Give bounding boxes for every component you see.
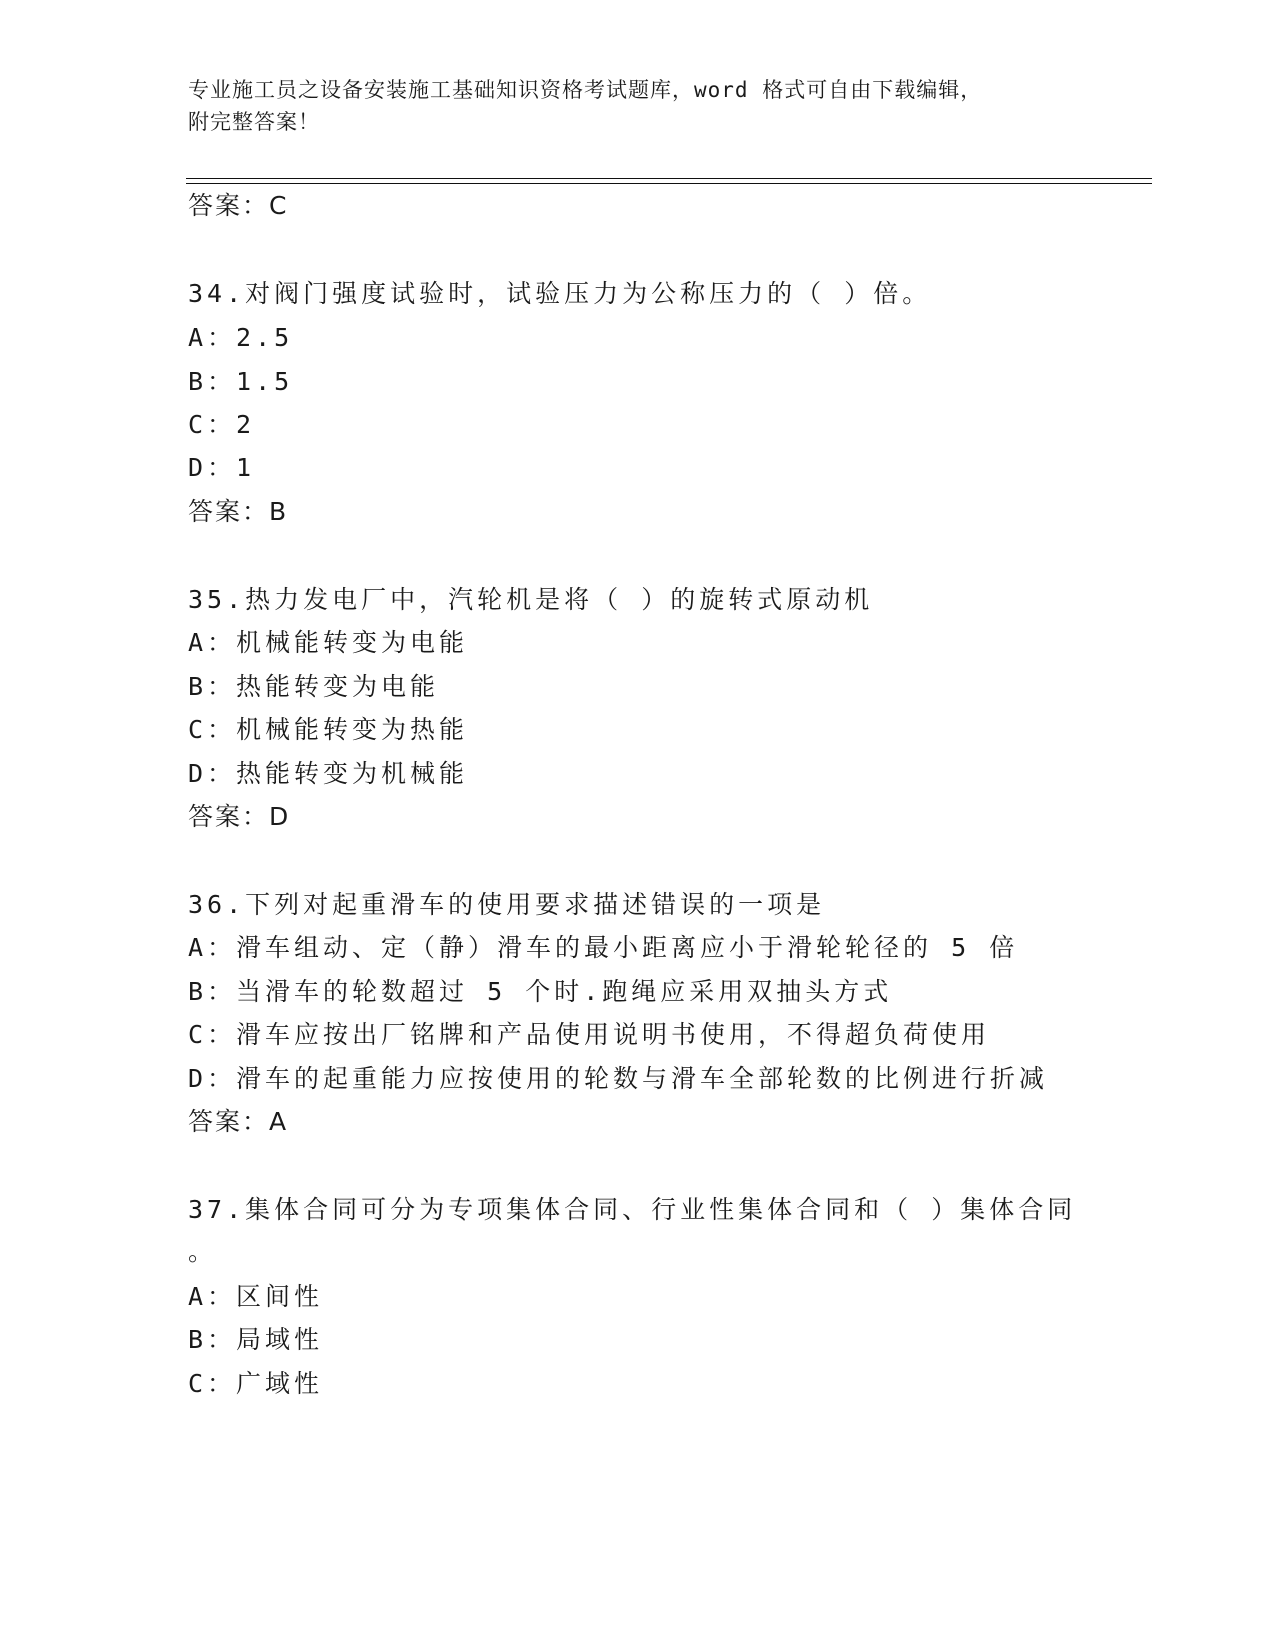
header-divider-top	[186, 178, 1152, 179]
question-34-option-d: D：1	[188, 453, 256, 482]
question-35-option-b: B：热能转变为电能	[188, 672, 440, 701]
question-35-option-a: A：机械能转变为电能	[188, 628, 469, 657]
question-34-option-c: C：2	[188, 410, 256, 439]
question-34-answer: 答案：B	[188, 497, 289, 526]
header-divider-bottom	[186, 183, 1152, 184]
question-37-stem-continuation: 。	[188, 1237, 218, 1266]
question-35-option-d: D：热能转变为机械能	[188, 759, 469, 788]
question-35-stem: 35.热力发电厂中，汽轮机是将（ ）的旋转式原动机	[188, 585, 874, 614]
question-36-option-c: C：滑车应按出厂铭牌和产品使用说明书使用，不得超负荷使用	[188, 1020, 991, 1049]
question-34-option-a: A：2.5	[188, 323, 294, 352]
header-line-2: 附完整答案！	[188, 110, 320, 134]
header-line-1: 专业施工员之设备安装施工基础知识资格考试题库，word 格式可自由下载编辑，	[188, 78, 983, 102]
question-36-option-d: D：滑车的起重能力应按使用的轮数与滑车全部轮数的比例进行折减	[188, 1064, 1049, 1093]
question-36-option-a: A：滑车组动、定（静）滑车的最小距离应小于滑轮轮径的 5 倍	[188, 933, 1019, 962]
document-header	[188, 74, 1068, 138]
question-35-option-c: C：机械能转变为热能	[188, 715, 469, 744]
question-37-option-c: C：广域性	[188, 1369, 324, 1398]
question-34-stem: 34.对阀门强度试验时，试验压力为公称压力的（ ）倍。	[188, 279, 932, 308]
previous-answer: 答案：C	[188, 191, 289, 220]
question-37-option-b: B：局域性	[188, 1325, 324, 1354]
question-36-stem: 36.下列对起重滑车的使用要求描述错误的一项是	[188, 890, 826, 919]
question-37-stem: 37.集体合同可分为专项集体合同、行业性集体合同和（ ）集体合同	[188, 1195, 1077, 1224]
question-35-answer: 答案：D	[188, 802, 291, 831]
question-34-option-b: B：1.5	[188, 367, 294, 396]
question-37-option-a: A：区间性	[188, 1282, 324, 1311]
question-36-option-b: B：当滑车的轮数超过 5 个时.跑绳应采用双抽头方式	[188, 977, 893, 1006]
question-36-answer: 答案：A	[188, 1107, 289, 1136]
